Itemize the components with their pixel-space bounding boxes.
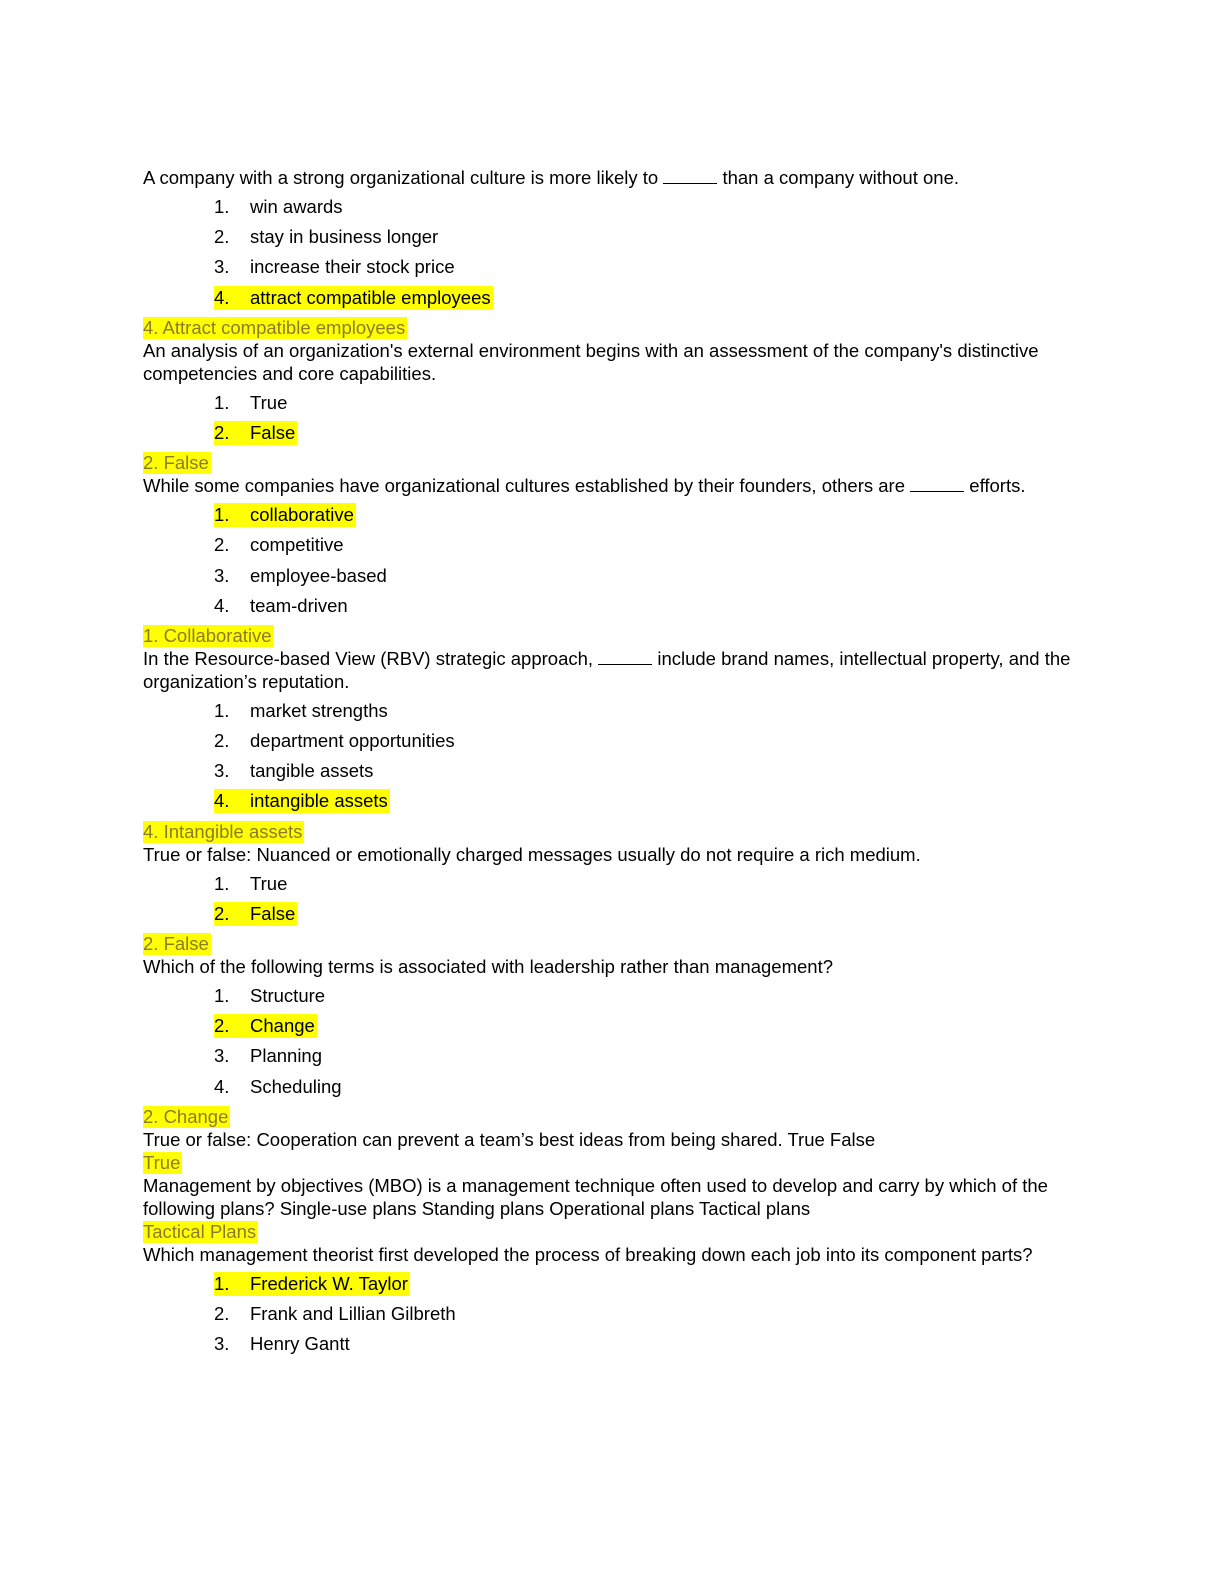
question-text: Which of the following terms is associated with leadership rather than management? [143,956,833,977]
option-item: 3. increase their stock price [214,256,455,278]
option-item: 2. Frank and Lillian Gilbreth [214,1302,456,1324]
option-item: 1. True [214,872,288,894]
answer-highlight: 1. Collaborative [143,624,272,646]
option-item: 2. competitive [214,534,344,556]
answer-highlight: True [143,1151,181,1173]
answer-highlight: 4. Intangible assets [143,820,303,842]
option-item-correct: 1. collaborative [214,504,354,526]
question-text: True or false: Nuanced or emotionally charged messages usually do not require a rich medium. [143,843,921,865]
question-text: A company with a strong organizational culture is more likely to than a company without one. [143,167,959,188]
question-5 [143,843,1073,955]
blank-line [663,168,717,184]
answer-highlight: 4. Attract compatible employees [143,316,406,338]
option-item: 2. stay in business longer [214,226,439,248]
question-9 [143,1243,1073,1363]
option-item: 1. win awards [214,196,343,217]
question-text: Which management theorist first developed the process of breaking down each job into its component parts? [143,1243,1033,1265]
option-item: 3. Henry Gantt [214,1333,350,1355]
option-item: 3. employee-based [214,564,387,586]
question-7 [143,1128,1073,1174]
option-item: 4. Scheduling [214,1075,342,1097]
question-4 [143,647,1073,843]
options-list [143,503,1073,624]
blank-line [598,649,652,665]
option-item-correct: 4. intangible assets [214,790,388,812]
option-item: 3. Planning [214,1045,323,1067]
document-page [143,166,1073,1362]
question-text: In the Resource-based View (RBV) strategic approach, include brand names, intellectual property, and the organization’s reputation. [143,647,1071,692]
option-item-correct: 4. attract compatible employees [214,286,491,308]
option-item: 1. True [214,391,288,413]
question-3 [143,474,1073,647]
option-item-correct: 2. Change [214,1015,315,1037]
answer-highlight: 2. Change [143,1105,229,1127]
answer-highlight: 2. False [143,452,209,474]
question-text: An analysis of an organization's external environment begins with an assessment of the company's distinctive competencies and core capabilities. [143,339,1039,384]
option-item-correct: 2. False [214,421,296,443]
question-8 [143,1174,1073,1243]
option-item: 3. tangible assets [214,760,374,782]
answer-highlight: 2. False [143,933,209,954]
option-item: 4. team-driven [214,594,348,616]
question-text: While some companies have organizational cultures established by their founders, others are efforts. [143,475,1026,497]
option-item: 1. Structure [214,985,326,1006]
options-list [143,872,1073,932]
option-item-correct: 1. Frederick W. Taylor [214,1272,408,1294]
options-list [143,1272,1073,1363]
options-list [143,984,1073,1105]
option-item-correct: 2. False [214,902,296,924]
question-2 [143,339,1073,474]
options-list [143,699,1073,820]
question-text: Management by objectives (MBO) is a management technique often used to develop and carry by which of the following plans? Single-use plans Standing plans Operational plans Tactical plans [143,1174,1048,1219]
question-6 [143,955,1073,1128]
answer-highlight: Tactical Plans [143,1220,257,1242]
question-1 [143,166,1073,339]
question-text: True or false: Cooperation can prevent a team’s best ideas from being shared. True False [143,1128,876,1150]
option-item: 2. department opportunities [214,730,455,752]
option-item: 1. market strengths [214,699,388,721]
blank-line [910,476,964,492]
options-list [143,195,1073,316]
options-list [143,391,1073,451]
